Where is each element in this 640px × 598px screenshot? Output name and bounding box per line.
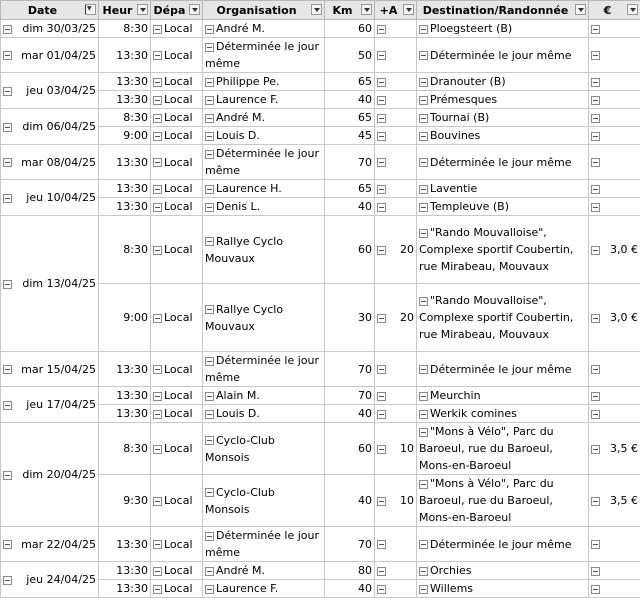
collapse-icon[interactable]: [591, 540, 600, 549]
collapse-icon[interactable]: [377, 132, 386, 141]
table-row: [1, 73, 640, 91]
cell-destination[interactable]: Ploegsteert (B): [417, 20, 589, 38]
header-depart[interactable]: Dépa: [151, 1, 203, 20]
collapse-icon[interactable]: [153, 114, 162, 123]
cell-heure[interactable]: 9:00: [99, 127, 151, 145]
cell-plus-a[interactable]: [375, 38, 417, 73]
collapse-icon[interactable]: [205, 132, 214, 141]
header-plus-a[interactable]: +A: [375, 1, 417, 20]
collapse-icon[interactable]: [591, 365, 600, 374]
collapse-icon[interactable]: [591, 314, 600, 323]
cell-heure[interactable]: 13:30: [99, 580, 151, 598]
cell-plus-a[interactable]: 10: [375, 475, 417, 527]
cell-prix[interactable]: 3,5 €: [589, 423, 640, 475]
cell-date[interactable]: dim 30/03/25: [1, 20, 99, 38]
table-row: [1, 562, 640, 580]
cell-destination[interactable]: Templeuve (B): [417, 198, 589, 216]
collapse-icon[interactable]: [377, 203, 386, 212]
cell-km[interactable]: 70: [325, 145, 375, 180]
collapse-icon[interactable]: [205, 25, 214, 34]
cell-date[interactable]: jeu 10/04/25: [1, 180, 99, 216]
collapse-icon[interactable]: [153, 392, 162, 401]
cell-depart[interactable]: Local: [151, 109, 203, 127]
collapse-icon[interactable]: [419, 114, 428, 123]
cell-destination[interactable]: "Mons à Vélo", Parc du Baroeul, rue du Baroeul, Mons-en-Baroeul: [417, 475, 589, 527]
cell-depart[interactable]: Local: [151, 284, 203, 352]
collapse-icon[interactable]: [153, 78, 162, 87]
cell-organisation[interactable]: Louis D.: [203, 405, 325, 423]
collapse-icon[interactable]: [419, 428, 428, 437]
cell-plus-a[interactable]: 20: [375, 216, 417, 284]
collapse-icon[interactable]: [419, 585, 428, 594]
header-heure[interactable]: Heur: [99, 1, 151, 20]
cell-km[interactable]: 65: [325, 73, 375, 91]
collapse-icon[interactable]: [591, 96, 600, 105]
collapse-icon[interactable]: [205, 185, 214, 194]
cell-organisation[interactable]: Cyclo-Club Monsois: [203, 423, 325, 475]
cell-plus-a[interactable]: [375, 91, 417, 109]
collapse-icon[interactable]: [419, 132, 428, 141]
cell-organisation[interactable]: André M.: [203, 562, 325, 580]
dropdown-arrow-icon[interactable]: [137, 4, 148, 15]
table-row: [1, 527, 640, 562]
collapse-icon[interactable]: [205, 96, 214, 105]
collapse-icon[interactable]: [419, 480, 428, 489]
collapse-icon[interactable]: [419, 365, 428, 374]
cell-depart[interactable]: Local: [151, 423, 203, 475]
cell-destination[interactable]: Déterminée le jour même: [417, 352, 589, 387]
collapse-icon[interactable]: [419, 229, 428, 238]
cell-organisation[interactable]: Philippe Pe.: [203, 73, 325, 91]
collapse-icon[interactable]: [153, 185, 162, 194]
collapse-icon[interactable]: [153, 585, 162, 594]
cell-heure[interactable]: 13:30: [99, 38, 151, 73]
cell-destination[interactable]: Déterminée le jour même: [417, 38, 589, 73]
cell-depart[interactable]: Local: [151, 145, 203, 180]
cell-heure[interactable]: 8:30: [99, 109, 151, 127]
cell-km[interactable]: 80: [325, 562, 375, 580]
cell-km[interactable]: 30: [325, 284, 375, 352]
cell-prix[interactable]: 3,5 €: [589, 475, 640, 527]
collapse-icon[interactable]: [153, 132, 162, 141]
cell-organisation[interactable]: Déterminée le jour même: [203, 38, 325, 73]
cell-km[interactable]: 40: [325, 475, 375, 527]
cell-date[interactable]: jeu 03/04/25: [1, 73, 99, 109]
collapse-icon[interactable]: [153, 314, 162, 323]
header-date[interactable]: Date ▼: [1, 1, 99, 20]
cell-organisation[interactable]: André M.: [203, 109, 325, 127]
collapse-icon[interactable]: [591, 246, 600, 255]
collapse-icon[interactable]: [377, 25, 386, 34]
cell-heure[interactable]: 13:30: [99, 562, 151, 580]
cell-destination[interactable]: Orchies: [417, 562, 589, 580]
collapse-icon[interactable]: [153, 203, 162, 212]
collapse-icon[interactable]: [153, 365, 162, 374]
collapse-icon[interactable]: [419, 96, 428, 105]
cell-destination[interactable]: Déterminée le jour même: [417, 145, 589, 180]
header-prix[interactable]: €: [589, 1, 640, 20]
collapse-icon[interactable]: [377, 410, 386, 419]
collapse-icon[interactable]: [591, 132, 600, 141]
cell-km[interactable]: 40: [325, 198, 375, 216]
cell-plus-a[interactable]: [375, 73, 417, 91]
collapse-icon[interactable]: [3, 25, 12, 34]
cell-km[interactable]: 45: [325, 127, 375, 145]
cell-organisation[interactable]: Déterminée le jour même: [203, 527, 325, 562]
collapse-icon[interactable]: [377, 158, 386, 167]
cell-date[interactable]: dim 13/04/25: [1, 216, 99, 352]
cell-heure[interactable]: 8:30: [99, 20, 151, 38]
collapse-icon[interactable]: [591, 78, 600, 87]
collapse-icon[interactable]: [377, 585, 386, 594]
collapse-icon[interactable]: [3, 194, 12, 203]
cell-plus-a[interactable]: [375, 562, 417, 580]
collapse-icon[interactable]: [591, 51, 600, 60]
collapse-icon[interactable]: [3, 471, 12, 480]
collapse-icon[interactable]: [153, 246, 162, 255]
collapse-icon[interactable]: [591, 585, 600, 594]
cell-prix[interactable]: [589, 73, 640, 91]
dropdown-arrow-icon[interactable]: [627, 4, 638, 15]
cell-organisation[interactable]: Denis L.: [203, 198, 325, 216]
cell-organisation[interactable]: Laurence F.: [203, 580, 325, 598]
collapse-icon[interactable]: [591, 497, 600, 506]
table-row: [1, 216, 640, 284]
cell-plus-a[interactable]: [375, 352, 417, 387]
cell-organisation[interactable]: Alain M.: [203, 387, 325, 405]
cell-km[interactable]: 50: [325, 38, 375, 73]
cell-plus-a[interactable]: [375, 387, 417, 405]
cell-plus-a[interactable]: [375, 127, 417, 145]
collapse-icon[interactable]: [153, 540, 162, 549]
cell-destination[interactable]: Tournai (B): [417, 109, 589, 127]
collapse-icon[interactable]: [205, 436, 214, 445]
collapse-icon[interactable]: [419, 410, 428, 419]
cell-depart[interactable]: Local: [151, 73, 203, 91]
collapse-icon[interactable]: [591, 25, 600, 34]
cell-km[interactable]: 70: [325, 527, 375, 562]
collapse-icon[interactable]: [377, 445, 386, 454]
collapse-icon[interactable]: [377, 96, 386, 105]
collapse-icon[interactable]: [591, 392, 600, 401]
collapse-icon[interactable]: [419, 51, 428, 60]
cell-heure[interactable]: 13:30: [99, 198, 151, 216]
collapse-icon[interactable]: [3, 280, 12, 289]
cell-prix[interactable]: [589, 91, 640, 109]
cell-depart[interactable]: Local: [151, 527, 203, 562]
collapse-icon[interactable]: [3, 540, 12, 549]
cell-date[interactable]: dim 06/04/25: [1, 109, 99, 145]
cell-prix[interactable]: [589, 562, 640, 580]
collapse-icon[interactable]: [591, 185, 600, 194]
cell-organisation[interactable]: Déterminée le jour même: [203, 352, 325, 387]
collapse-icon[interactable]: [205, 150, 214, 159]
cell-destination[interactable]: Laventie: [417, 180, 589, 198]
cell-heure[interactable]: 13:30: [99, 387, 151, 405]
cell-plus-a[interactable]: [375, 580, 417, 598]
cell-depart[interactable]: Local: [151, 475, 203, 527]
cell-date[interactable]: jeu 24/04/25: [1, 562, 99, 598]
cell-heure[interactable]: 13:30: [99, 91, 151, 109]
collapse-icon[interactable]: [419, 158, 428, 167]
collapse-icon[interactable]: [3, 365, 12, 374]
collapse-icon[interactable]: [205, 78, 214, 87]
cell-depart[interactable]: Local: [151, 180, 203, 198]
collapse-icon[interactable]: [377, 392, 386, 401]
cell-heure[interactable]: 13:30: [99, 352, 151, 387]
cell-depart[interactable]: Local: [151, 562, 203, 580]
cell-prix[interactable]: [589, 352, 640, 387]
collapse-icon[interactable]: [153, 445, 162, 454]
cell-organisation[interactable]: Déterminée le jour même: [203, 145, 325, 180]
cell-destination[interactable]: Meurchin: [417, 387, 589, 405]
collapse-icon[interactable]: [205, 585, 214, 594]
cell-heure[interactable]: 8:30: [99, 216, 151, 284]
cell-plus-a[interactable]: 20: [375, 284, 417, 352]
cell-plus-a[interactable]: [375, 198, 417, 216]
collapse-icon[interactable]: [205, 114, 214, 123]
cell-plus-a[interactable]: [375, 527, 417, 562]
collapse-icon[interactable]: [153, 25, 162, 34]
cell-depart[interactable]: Local: [151, 127, 203, 145]
cell-km[interactable]: 60: [325, 423, 375, 475]
cell-prix[interactable]: [589, 38, 640, 73]
cell-km[interactable]: 60: [325, 20, 375, 38]
collapse-icon[interactable]: [591, 114, 600, 123]
collapse-icon[interactable]: [419, 297, 428, 306]
cell-prix[interactable]: [589, 145, 640, 180]
collapse-icon[interactable]: [205, 203, 214, 212]
table-row: [1, 423, 640, 475]
cell-organisation[interactable]: Laurence F.: [203, 91, 325, 109]
cell-prix[interactable]: 3,0 €: [589, 216, 640, 284]
cell-organisation[interactable]: Rallye Cyclo Mouvaux: [203, 284, 325, 352]
cell-destination[interactable]: Werkik comines: [417, 405, 589, 423]
cell-heure[interactable]: 13:30: [99, 405, 151, 423]
cell-heure[interactable]: 9:30: [99, 475, 151, 527]
collapse-icon[interactable]: [3, 51, 12, 60]
collapse-icon[interactable]: [419, 185, 428, 194]
cell-depart[interactable]: Local: [151, 352, 203, 387]
collapse-icon[interactable]: [153, 51, 162, 60]
collapse-icon[interactable]: [591, 203, 600, 212]
collapse-icon[interactable]: [377, 78, 386, 87]
collapse-icon[interactable]: [377, 314, 386, 323]
cell-prix[interactable]: [589, 20, 640, 38]
collapse-icon[interactable]: [205, 237, 214, 246]
cell-depart[interactable]: Local: [151, 91, 203, 109]
collapse-icon[interactable]: [205, 392, 214, 401]
cell-prix[interactable]: 3,0 €: [589, 284, 640, 352]
header-row: [1, 1, 640, 20]
cell-depart[interactable]: Local: [151, 387, 203, 405]
cell-km[interactable]: 65: [325, 109, 375, 127]
cell-prix[interactable]: [589, 180, 640, 198]
collapse-icon[interactable]: [591, 158, 600, 167]
cell-organisation[interactable]: Rallye Cyclo Mouvaux: [203, 216, 325, 284]
cell-date[interactable]: jeu 17/04/25: [1, 387, 99, 423]
collapse-icon[interactable]: [591, 445, 600, 454]
collapse-icon[interactable]: [591, 567, 600, 576]
cell-heure[interactable]: 8:30: [99, 423, 151, 475]
collapse-icon[interactable]: [419, 567, 428, 576]
collapse-icon[interactable]: [377, 567, 386, 576]
collapse-icon[interactable]: [3, 123, 12, 132]
cell-depart[interactable]: Local: [151, 580, 203, 598]
collapse-icon[interactable]: [3, 401, 12, 410]
cell-destination[interactable]: Prémesques: [417, 91, 589, 109]
cell-plus-a[interactable]: [375, 405, 417, 423]
cell-km[interactable]: 65: [325, 180, 375, 198]
cell-km[interactable]: 70: [325, 387, 375, 405]
dropdown-arrow-icon[interactable]: [311, 4, 322, 15]
cell-prix[interactable]: [589, 387, 640, 405]
cell-heure[interactable]: 13:30: [99, 527, 151, 562]
cell-depart[interactable]: Local: [151, 198, 203, 216]
cell-destination[interactable]: Dranouter (B): [417, 73, 589, 91]
collapse-icon[interactable]: [3, 87, 12, 96]
collapse-icon[interactable]: [419, 540, 428, 549]
collapse-icon[interactable]: [3, 158, 12, 167]
cell-date[interactable]: mar 08/04/25: [1, 145, 99, 180]
cell-prix[interactable]: [589, 405, 640, 423]
table-row: [1, 352, 640, 387]
cell-plus-a[interactable]: [375, 145, 417, 180]
collapse-icon[interactable]: [205, 43, 214, 52]
cell-km[interactable]: 70: [325, 352, 375, 387]
cell-date[interactable]: mar 15/04/25: [1, 352, 99, 387]
collapse-icon[interactable]: [377, 51, 386, 60]
cell-prix[interactable]: [589, 198, 640, 216]
cell-km[interactable]: 40: [325, 91, 375, 109]
cell-heure[interactable]: 9:00: [99, 284, 151, 352]
collapse-icon[interactable]: [153, 567, 162, 576]
cell-depart[interactable]: Local: [151, 405, 203, 423]
collapse-icon[interactable]: [153, 96, 162, 105]
cell-organisation[interactable]: Cyclo-Club Monsois: [203, 475, 325, 527]
cell-depart[interactable]: Local: [151, 20, 203, 38]
dropdown-arrow-icon[interactable]: [189, 4, 200, 15]
collapse-icon[interactable]: [377, 540, 386, 549]
cell-prix[interactable]: [589, 127, 640, 145]
cell-heure[interactable]: 13:30: [99, 73, 151, 91]
collapse-icon[interactable]: [3, 576, 12, 585]
cell-plus-a[interactable]: [375, 109, 417, 127]
dropdown-arrow-icon[interactable]: [575, 4, 586, 15]
header-destination[interactable]: Destination/Randonnée: [417, 1, 589, 20]
cell-plus-a[interactable]: [375, 180, 417, 198]
collapse-icon[interactable]: [205, 567, 214, 576]
cell-plus-a[interactable]: 10: [375, 423, 417, 475]
collapse-icon[interactable]: [377, 185, 386, 194]
cell-date[interactable]: dim 20/04/25: [1, 423, 99, 527]
cell-km[interactable]: 40: [325, 405, 375, 423]
cell-destination[interactable]: Déterminée le jour même: [417, 527, 589, 562]
header-organisation[interactable]: Organisation: [203, 1, 325, 20]
collapse-icon[interactable]: [205, 357, 214, 366]
cell-organisation[interactable]: Laurence H.: [203, 180, 325, 198]
collapse-icon[interactable]: [377, 246, 386, 255]
collapse-icon[interactable]: [205, 305, 214, 314]
collapse-icon[interactable]: [153, 158, 162, 167]
cell-km[interactable]: 60: [325, 216, 375, 284]
cell-date[interactable]: mar 22/04/25: [1, 527, 99, 562]
cell-prix[interactable]: [589, 109, 640, 127]
cell-prix[interactable]: [589, 527, 640, 562]
cell-organisation[interactable]: Louis D.: [203, 127, 325, 145]
cell-destination[interactable]: "Mons à Vélo", Parc du Baroeul, rue du Baroeul, Mons-en-Baroeul: [417, 423, 589, 475]
collapse-icon[interactable]: [419, 78, 428, 87]
collapse-icon[interactable]: [377, 497, 386, 506]
cell-heure[interactable]: 13:30: [99, 180, 151, 198]
cell-prix[interactable]: [589, 580, 640, 598]
collapse-icon[interactable]: [153, 497, 162, 506]
dropdown-arrow-icon[interactable]: [403, 4, 414, 15]
collapse-icon[interactable]: [153, 410, 162, 419]
collapse-icon[interactable]: [419, 25, 428, 34]
table-row: [1, 20, 640, 38]
filter-active-icon[interactable]: [85, 4, 96, 15]
table-row: [1, 387, 640, 405]
cell-depart[interactable]: Local: [151, 216, 203, 284]
table-row: [1, 180, 640, 198]
cell-plus-a[interactable]: [375, 20, 417, 38]
collapse-icon[interactable]: [419, 392, 428, 401]
dropdown-arrow-icon[interactable]: [361, 4, 372, 15]
cell-destination[interactable]: Willems: [417, 580, 589, 598]
table-row: [1, 109, 640, 127]
collapse-icon[interactable]: [591, 410, 600, 419]
collapse-icon[interactable]: [205, 410, 214, 419]
cell-destination[interactable]: Bouvines: [417, 127, 589, 145]
cell-organisation[interactable]: André M.: [203, 20, 325, 38]
table-row: [1, 38, 640, 73]
cell-destination[interactable]: "Rando Mouvalloise", Complexe sportif Coubertin, rue Mirabeau, Mouvaux: [417, 284, 589, 352]
cell-date[interactable]: mar 01/04/25: [1, 38, 99, 73]
cell-km[interactable]: 40: [325, 580, 375, 598]
collapse-icon[interactable]: [377, 114, 386, 123]
cell-destination[interactable]: "Rando Mouvalloise", Complexe sportif Coubertin, rue Mirabeau, Mouvaux: [417, 216, 589, 284]
collapse-icon[interactable]: [377, 365, 386, 374]
cell-depart[interactable]: Local: [151, 38, 203, 73]
table-row: [1, 145, 640, 180]
collapse-icon[interactable]: [419, 203, 428, 212]
cell-heure[interactable]: 13:30: [99, 145, 151, 180]
header-km[interactable]: Km: [325, 1, 375, 20]
collapse-icon[interactable]: [205, 532, 214, 541]
collapse-icon[interactable]: [205, 488, 214, 497]
